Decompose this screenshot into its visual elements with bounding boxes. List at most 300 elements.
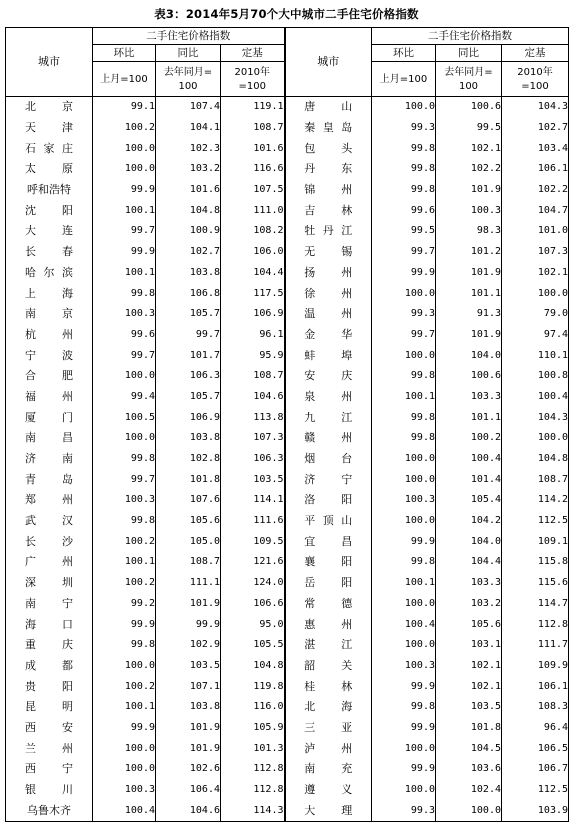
yoy-value-left: 106.3 [156, 366, 221, 387]
table-row [6, 428, 569, 449]
mom-value-left: 100.0 [93, 738, 156, 759]
mom-value-right: 99.8 [372, 697, 436, 718]
mom-value-right: 100.0 [372, 469, 436, 490]
fixed-value-right: 101.0 [502, 221, 569, 242]
mom-value-left: 99.2 [93, 594, 156, 615]
yoy-value-right: 100.6 [436, 366, 502, 387]
city-name-right: 丹 东 [285, 159, 372, 180]
city-name-right: 烟 台 [285, 449, 372, 470]
fixed-value-right: 108.7 [502, 469, 569, 490]
city-name-right: 济 宁 [285, 469, 372, 490]
mom-value-right: 100.3 [372, 490, 436, 511]
city-name-left: 上 海 [6, 283, 93, 304]
fixed-value-left: 119.1 [221, 97, 285, 118]
yoy-value-right: 105.4 [436, 490, 502, 511]
yoy-value-left: 106.4 [156, 780, 221, 801]
fixed-value-right: 97.4 [502, 325, 569, 346]
city-name-left: 西 宁 [6, 759, 93, 780]
fixed-value-left: 121.6 [221, 552, 285, 573]
yoy-value-right: 103.5 [436, 697, 502, 718]
fixed-value-left: 105.9 [221, 718, 285, 739]
yoy-value-left: 107.1 [156, 676, 221, 697]
mom-value-left: 100.3 [93, 490, 156, 511]
fixed-value-right: 107.3 [502, 242, 569, 263]
table-row [6, 387, 569, 408]
yoy-value-left: 107.6 [156, 490, 221, 511]
city-name-right: 宜 昌 [285, 531, 372, 552]
city-name-right: 大 理 [285, 800, 372, 821]
fixed-value-right: 115.6 [502, 573, 569, 594]
city-name-right: 湛 江 [285, 635, 372, 656]
mom-value-left: 100.1 [93, 263, 156, 284]
city-name-right: 北 海 [285, 697, 372, 718]
mom-value-right: 100.1 [372, 573, 436, 594]
city-name-right: 南 充 [285, 759, 372, 780]
mom-value-left: 100.0 [93, 159, 156, 180]
yoy-value-right: 105.6 [436, 614, 502, 635]
city-name-right: 泸 州 [285, 738, 372, 759]
table-row [6, 366, 569, 387]
mom-value-left: 99.6 [93, 325, 156, 346]
city-name-left: 青 岛 [6, 469, 93, 490]
yoy-value-right: 102.1 [436, 656, 502, 677]
mom-value-left: 100.4 [93, 800, 156, 821]
mom-value-right: 99.8 [372, 159, 436, 180]
yoy-value-left: 105.7 [156, 304, 221, 325]
mom-value-right: 99.5 [372, 221, 436, 242]
fixed-value-left: 96.1 [221, 325, 285, 346]
fixed-base-right: 2010年 =100 [502, 62, 569, 97]
fixed-value-left: 109.5 [221, 531, 285, 552]
yoy-value-left: 107.4 [156, 97, 221, 118]
mom-value-right: 99.9 [372, 718, 436, 739]
city-name-left: 北 京 [6, 97, 93, 118]
fixed-value-right: 96.4 [502, 718, 569, 739]
mom-value-right: 100.0 [372, 738, 436, 759]
fixed-value-left: 107.5 [221, 180, 285, 201]
yoy-value-left: 101.7 [156, 345, 221, 366]
city-name-right: 牡 丹 江 [285, 221, 372, 242]
city-name-left: 南 昌 [6, 428, 93, 449]
yoy-value-right: 103.3 [436, 573, 502, 594]
fixed-value-left: 108.7 [221, 118, 285, 139]
table-row [6, 594, 569, 615]
table-row [6, 656, 569, 677]
city-name-right: 遵 义 [285, 780, 372, 801]
yoy-value-left: 104.8 [156, 200, 221, 221]
yoy-value-right: 103.6 [436, 759, 502, 780]
table-row [6, 449, 569, 470]
table-row [6, 738, 569, 759]
fixed-value-right: 114.2 [502, 490, 569, 511]
fixed-value-left: 114.3 [221, 800, 285, 821]
fixed-value-left: 101.6 [221, 138, 285, 159]
table-body [6, 97, 569, 822]
table-row [6, 180, 569, 201]
yoy-value-right: 103.1 [436, 635, 502, 656]
yoy-value-right: 101.9 [436, 263, 502, 284]
fixed-value-left: 106.0 [221, 242, 285, 263]
fixed-value-right: 104.7 [502, 200, 569, 221]
mom-value-left: 100.1 [93, 200, 156, 221]
table-row [6, 242, 569, 263]
city-name-right: 扬 州 [285, 263, 372, 284]
city-name-right: 吉 林 [285, 200, 372, 221]
table-row [6, 325, 569, 346]
mom-value-right: 100.0 [372, 449, 436, 470]
city-name-right: 洛 阳 [285, 490, 372, 511]
mom-value-left: 99.8 [93, 511, 156, 532]
fixed-value-right: 106.5 [502, 738, 569, 759]
yoy-value-left: 102.7 [156, 242, 221, 263]
table-row [6, 490, 569, 511]
mom-value-left: 99.8 [93, 283, 156, 304]
city-name-left: 宁 波 [6, 345, 93, 366]
fixed-value-left: 124.0 [221, 573, 285, 594]
fixed-value-right: 106.1 [502, 676, 569, 697]
mom-value-right: 99.9 [372, 531, 436, 552]
yoy-value-left: 106.9 [156, 407, 221, 428]
yoy-value-right: 102.2 [436, 159, 502, 180]
yoy-value-right: 100.2 [436, 428, 502, 449]
city-name-right: 九 江 [285, 407, 372, 428]
mom-value-left: 100.0 [93, 428, 156, 449]
yoy-value-right: 100.6 [436, 97, 502, 118]
mom-value-right: 99.9 [372, 676, 436, 697]
yoy-base-right: 去年同月= 100 [436, 62, 502, 97]
price-index-table [5, 27, 569, 822]
yoy-value-right: 91.3 [436, 304, 502, 325]
city-name-right: 惠 州 [285, 614, 372, 635]
fixed-value-right: 106.1 [502, 159, 569, 180]
table-row [6, 200, 569, 221]
table-row [6, 531, 569, 552]
city-name-right: 安 庆 [285, 366, 372, 387]
table-row [6, 221, 569, 242]
fixed-value-left: 104.8 [221, 656, 285, 677]
mom-value-left: 99.9 [93, 180, 156, 201]
yoy-header-left: 同比 [156, 45, 221, 62]
fixed-value-right: 100.4 [502, 387, 569, 408]
yoy-value-left: 105.6 [156, 511, 221, 532]
yoy-value-right: 104.2 [436, 511, 502, 532]
city-name-right: 徐 州 [285, 283, 372, 304]
mom-header-left: 环比 [93, 45, 156, 62]
table-row [6, 573, 569, 594]
mom-value-right: 99.7 [372, 325, 436, 346]
mom-value-right: 99.3 [372, 118, 436, 139]
city-name-right: 包 头 [285, 138, 372, 159]
fixed-value-left: 106.9 [221, 304, 285, 325]
table-row [6, 718, 569, 739]
city-name-left: 银 川 [6, 780, 93, 801]
mom-value-right: 100.0 [372, 97, 436, 118]
table-row [6, 614, 569, 635]
mom-value-right: 99.9 [372, 759, 436, 780]
fixed-value-left: 111.0 [221, 200, 285, 221]
yoy-value-right: 101.8 [436, 718, 502, 739]
yoy-value-left: 105.7 [156, 387, 221, 408]
city-name-left: 济 南 [6, 449, 93, 470]
fixed-value-right: 103.9 [502, 800, 569, 821]
yoy-value-left: 105.0 [156, 531, 221, 552]
city-name-left: 长 沙 [6, 531, 93, 552]
fixed-value-left: 104.6 [221, 387, 285, 408]
city-name-right: 桂 林 [285, 676, 372, 697]
mom-value-left: 100.3 [93, 780, 156, 801]
group-header-right: 二手住宅价格指数 [372, 28, 569, 45]
fixed-value-right: 103.4 [502, 138, 569, 159]
city-name-left: 天 津 [6, 118, 93, 139]
city-name-left: 贵 阳 [6, 676, 93, 697]
yoy-value-left: 104.6 [156, 800, 221, 821]
mom-value-right: 100.1 [372, 387, 436, 408]
fixed-value-left: 111.6 [221, 511, 285, 532]
mom-value-left: 99.7 [93, 469, 156, 490]
city-name-right: 秦 皇 岛 [285, 118, 372, 139]
yoy-value-right: 103.3 [436, 387, 502, 408]
mom-header-right: 环比 [372, 45, 436, 62]
group-header-left: 二手住宅价格指数 [93, 28, 285, 45]
fixed-value-left: 116.0 [221, 697, 285, 718]
table-row [6, 304, 569, 325]
fixed-value-left: 108.7 [221, 366, 285, 387]
fixed-value-left: 114.1 [221, 490, 285, 511]
city-name-right: 韶 关 [285, 656, 372, 677]
table-row [6, 780, 569, 801]
mom-value-right: 100.0 [372, 511, 436, 532]
table-row [6, 469, 569, 490]
table-row [6, 118, 569, 139]
fixed-value-right: 112.8 [502, 614, 569, 635]
fixed-base-left: 2010年 =100 [221, 62, 285, 97]
table-row [6, 345, 569, 366]
fixed-value-left: 107.3 [221, 428, 285, 449]
yoy-value-left: 106.8 [156, 283, 221, 304]
fixed-value-left: 104.4 [221, 263, 285, 284]
yoy-value-right: 102.1 [436, 676, 502, 697]
table-row [6, 800, 569, 821]
fixed-value-right: 109.9 [502, 656, 569, 677]
city-name-right: 无 锡 [285, 242, 372, 263]
yoy-value-left: 101.8 [156, 469, 221, 490]
mom-value-left: 100.0 [93, 138, 156, 159]
city-header-left: 城市 [6, 28, 93, 97]
mom-base-left: 上月=100 [93, 62, 156, 97]
city-name-left: 长 春 [6, 242, 93, 263]
table-row [6, 759, 569, 780]
mom-value-left: 100.2 [93, 531, 156, 552]
yoy-value-left: 104.1 [156, 118, 221, 139]
fixed-value-left: 119.8 [221, 676, 285, 697]
city-name-left: 乌鲁木齐 [6, 800, 93, 821]
fixed-header-right: 定基 [502, 45, 569, 62]
yoy-value-left: 102.3 [156, 138, 221, 159]
fixed-value-right: 108.3 [502, 697, 569, 718]
yoy-value-right: 100.4 [436, 449, 502, 470]
table-row [6, 97, 569, 118]
mom-value-right: 100.0 [372, 594, 436, 615]
yoy-value-left: 103.8 [156, 697, 221, 718]
mom-value-left: 100.2 [93, 573, 156, 594]
city-name-right: 蚌 埠 [285, 345, 372, 366]
city-header-right: 城市 [285, 28, 372, 97]
city-name-left: 深 圳 [6, 573, 93, 594]
city-name-left: 大 连 [6, 221, 93, 242]
mom-value-left: 100.1 [93, 697, 156, 718]
city-name-left: 郑 州 [6, 490, 93, 511]
city-name-right: 唐 山 [285, 97, 372, 118]
fixed-value-right: 112.5 [502, 780, 569, 801]
yoy-header-right: 同比 [436, 45, 502, 62]
city-name-right: 金 华 [285, 325, 372, 346]
mom-value-left: 100.0 [93, 656, 156, 677]
mom-value-right: 99.7 [372, 242, 436, 263]
yoy-value-left: 102.6 [156, 759, 221, 780]
yoy-value-left: 102.8 [156, 449, 221, 470]
yoy-value-left: 100.9 [156, 221, 221, 242]
fixed-value-left: 106.6 [221, 594, 285, 615]
mom-base-right: 上月=100 [372, 62, 436, 97]
mom-value-left: 100.0 [93, 366, 156, 387]
city-name-left: 海 口 [6, 614, 93, 635]
fixed-value-right: 106.7 [502, 759, 569, 780]
mom-value-right: 99.8 [372, 552, 436, 573]
fixed-value-right: 111.7 [502, 635, 569, 656]
mom-value-left: 99.9 [93, 614, 156, 635]
fixed-value-left: 95.9 [221, 345, 285, 366]
city-name-left: 成 都 [6, 656, 93, 677]
mom-value-left: 99.9 [93, 718, 156, 739]
mom-value-right: 99.8 [372, 138, 436, 159]
table-row [6, 511, 569, 532]
yoy-value-right: 100.3 [436, 200, 502, 221]
fixed-value-left: 112.8 [221, 780, 285, 801]
table-row [6, 138, 569, 159]
fixed-value-right: 104.3 [502, 97, 569, 118]
fixed-value-right: 112.5 [502, 511, 569, 532]
fixed-value-left: 108.2 [221, 221, 285, 242]
table-row [6, 283, 569, 304]
mom-value-right: 99.9 [372, 263, 436, 284]
yoy-value-right: 101.4 [436, 469, 502, 490]
yoy-value-right: 98.3 [436, 221, 502, 242]
mom-value-right: 100.0 [372, 780, 436, 801]
fixed-value-right: 110.1 [502, 345, 569, 366]
city-name-right: 锦 州 [285, 180, 372, 201]
fixed-value-left: 103.5 [221, 469, 285, 490]
yoy-value-right: 100.0 [436, 800, 502, 821]
mom-value-left: 99.9 [93, 242, 156, 263]
fixed-value-right: 115.8 [502, 552, 569, 573]
yoy-value-right: 104.0 [436, 531, 502, 552]
city-name-right: 常 德 [285, 594, 372, 615]
city-name-left: 沈 阳 [6, 200, 93, 221]
yoy-value-left: 101.9 [156, 738, 221, 759]
mom-value-right: 100.0 [372, 635, 436, 656]
yoy-value-right: 103.2 [436, 594, 502, 615]
fixed-value-right: 102.1 [502, 263, 569, 284]
mom-value-left: 99.7 [93, 221, 156, 242]
mom-value-right: 99.3 [372, 304, 436, 325]
yoy-value-right: 99.5 [436, 118, 502, 139]
yoy-value-left: 108.7 [156, 552, 221, 573]
city-name-left: 厦 门 [6, 407, 93, 428]
yoy-base-left: 去年同月= 100 [156, 62, 221, 97]
yoy-value-right: 101.9 [436, 325, 502, 346]
mom-value-right: 99.8 [372, 407, 436, 428]
fixed-value-right: 109.1 [502, 531, 569, 552]
fixed-value-right: 79.0 [502, 304, 569, 325]
mom-value-left: 100.5 [93, 407, 156, 428]
fixed-value-left: 101.3 [221, 738, 285, 759]
yoy-value-right: 104.5 [436, 738, 502, 759]
city-name-left: 昆 明 [6, 697, 93, 718]
yoy-value-right: 102.1 [436, 138, 502, 159]
yoy-value-left: 99.7 [156, 325, 221, 346]
yoy-value-left: 103.8 [156, 263, 221, 284]
mom-value-left: 99.7 [93, 345, 156, 366]
city-name-left: 石 家 庄 [6, 138, 93, 159]
city-name-left: 兰 州 [6, 738, 93, 759]
yoy-value-right: 101.1 [436, 407, 502, 428]
mom-value-right: 100.0 [372, 283, 436, 304]
mom-value-left: 99.4 [93, 387, 156, 408]
mom-value-left: 100.2 [93, 676, 156, 697]
city-name-right: 襄 阳 [285, 552, 372, 573]
fixed-value-right: 100.8 [502, 366, 569, 387]
fixed-value-right: 104.8 [502, 449, 569, 470]
yoy-value-right: 101.2 [436, 242, 502, 263]
city-name-left: 南 京 [6, 304, 93, 325]
mom-value-right: 99.8 [372, 366, 436, 387]
yoy-value-left: 111.1 [156, 573, 221, 594]
table-row [6, 635, 569, 656]
mom-value-right: 99.8 [372, 428, 436, 449]
table-row [6, 263, 569, 284]
city-name-left: 福 州 [6, 387, 93, 408]
mom-value-left: 100.2 [93, 118, 156, 139]
mom-value-left: 100.1 [93, 552, 156, 573]
yoy-value-left: 99.9 [156, 614, 221, 635]
yoy-value-left: 102.9 [156, 635, 221, 656]
yoy-value-left: 101.9 [156, 594, 221, 615]
table-row [6, 676, 569, 697]
city-name-left: 武 汉 [6, 511, 93, 532]
fixed-value-left: 117.5 [221, 283, 285, 304]
fixed-value-left: 106.3 [221, 449, 285, 470]
table-row [6, 407, 569, 428]
city-name-right: 温 州 [285, 304, 372, 325]
mom-value-right: 100.3 [372, 656, 436, 677]
fixed-value-left: 116.6 [221, 159, 285, 180]
city-name-right: 赣 州 [285, 428, 372, 449]
fixed-value-right: 100.0 [502, 283, 569, 304]
mom-value-right: 100.0 [372, 345, 436, 366]
city-name-left: 哈 尔 滨 [6, 263, 93, 284]
mom-value-right: 99.8 [372, 180, 436, 201]
yoy-value-left: 101.6 [156, 180, 221, 201]
yoy-value-right: 102.4 [436, 780, 502, 801]
city-name-right: 平 顶 山 [285, 511, 372, 532]
yoy-value-right: 104.0 [436, 345, 502, 366]
yoy-value-right: 104.4 [436, 552, 502, 573]
yoy-value-left: 103.2 [156, 159, 221, 180]
yoy-value-left: 103.5 [156, 656, 221, 677]
table-row [6, 697, 569, 718]
mom-value-left: 100.3 [93, 304, 156, 325]
city-name-left: 广 州 [6, 552, 93, 573]
